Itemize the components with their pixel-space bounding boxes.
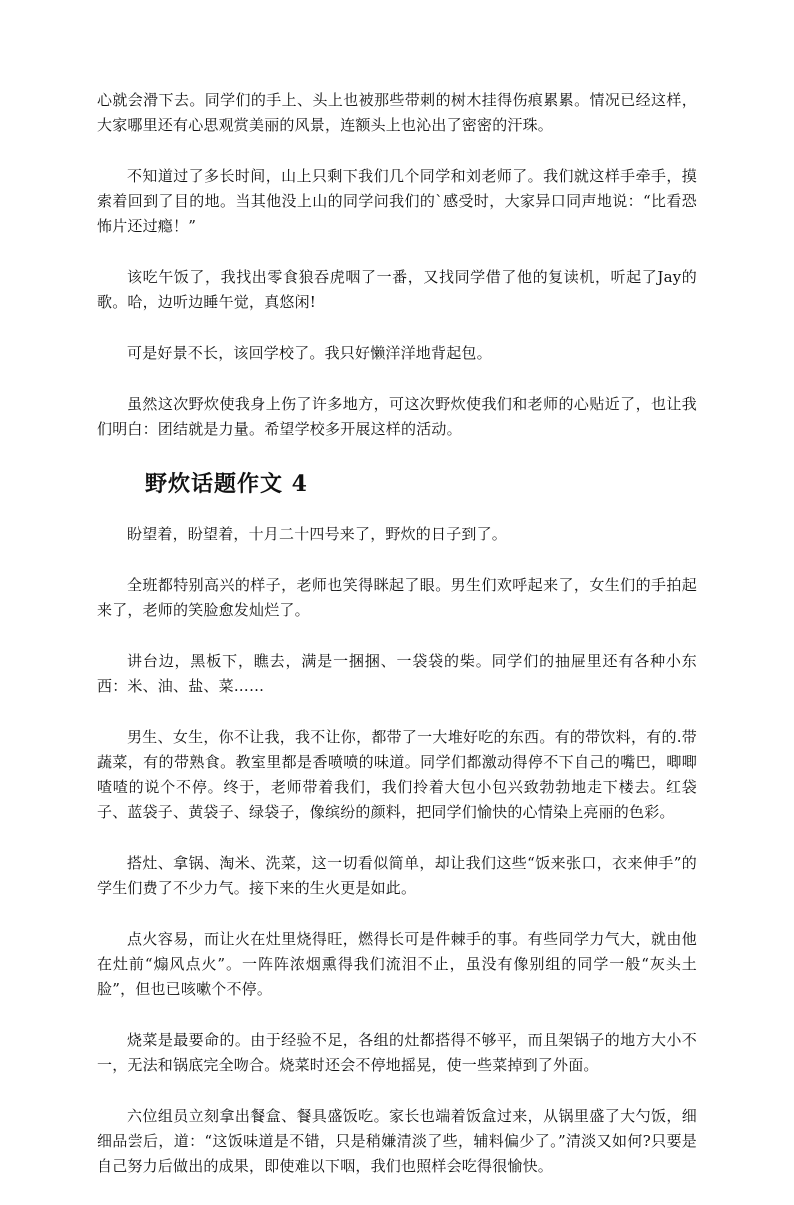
paragraph: 虽然这次野炊使我身上伤了许多地方，可这次野炊使我们和老师的心贴近了，也让我们明白：团结就是力量。希望学校多开展这样的活动。 xyxy=(97,395,697,438)
paragraph: 点火容易，而让火在灶里烧得旺，燃得长可是件棘手的事。有些同学力气大，就由他在灶前“煽风点火”。一阵阵浓烟熏得我们流泪不止，虽没有像别组的同学一般“灰头土脸”，但也已咳嗽个不停。 xyxy=(97,930,697,998)
paragraph: 烧菜是最要命的。由于经验不足，各组的灶都搭得不够平，而且架锅子的地方大小不一，无法和锅底完全吻合。烧菜时还会不停地摇晃，使一些菜掉到了外面。 xyxy=(97,1031,697,1074)
paragraph: 全班都特别高兴的样子，老师也笑得眯起了眼。男生们欢呼起来了，女生们的手拍起来了，老师的笑脸愈发灿烂了。 xyxy=(97,576,697,619)
paragraph: 不知道过了多长时间，山上只剩下我们几个同学和刘老师了。我们就这样手牵手，摸索着回到了目的地。当其他没上山的同学问我们的`感受时，大家异口同声地说：“比看恐怖片还过瘾！” xyxy=(97,167,697,235)
document-page xyxy=(97,88,697,1205)
paragraph: 可是好景不长，该回学校了。我只好懒洋洋地背起包。 xyxy=(127,344,492,362)
paragraph: 盼望着，盼望着，十月二十四号来了，野炊的日子到了。 xyxy=(127,525,508,543)
paragraph: 讲台边，黑板下，瞧去，满是一捆捆、一袋袋的柴。同学们的抽屉里还有各种小东西：米、油、盐、菜…… xyxy=(97,652,697,695)
paragraph: 六位组员立刻拿出餐盒、餐具盛饭吃。家长也端着饭盒过来，从锅里盛了大勺饭，细细品尝后，道：“这饭味道是不错，只是稍嫌清淡了些，辅料偏少了。”清淡又如何?只要是自己努力后做出的成果，即使难以下咽，我们也照样会吃得很愉快。 xyxy=(97,1107,697,1175)
section-heading: 野炊话题作文 4 xyxy=(145,471,308,497)
paragraph: 男生、女生，你不让我，我不让你，都带了一大堆好吃的东西。有的带饮料，有的.带蔬菜，有的带熟食。教室里都是香喷喷的味道。同学们都激动得停不下自己的嘴巴，唧唧喳喳的说个不停。终于，老师带着我们，我们拎着大包小包兴致勃勃地走下楼去。红袋子、蓝袋子、黄袋子、绿袋子，像缤纷的颜料，把同学们愉快的心情染上亮丽的色彩。 xyxy=(97,728,697,821)
paragraph: 心就会滑下去。同学们的手上、头上也被那些带刺的树木挂得伤痕累累。情况已经这样，大家哪里还有心思观赏美丽的风景，连额头上也沁出了密密的汗珠。 xyxy=(97,91,697,134)
paragraph: 该吃午饭了，我找出零食狼吞虎咽了一番，又找同学借了他的复读机，听起了Jay的歌。哈，边听边睡午觉，真悠闲! xyxy=(97,268,697,311)
paragraph: 搭灶、拿锅、淘米、洗菜，这一切看似简单，却让我们这些“饭来张口，衣来伸手”的学生们费了不少力气。接下来的生火更是如此。 xyxy=(97,854,697,897)
